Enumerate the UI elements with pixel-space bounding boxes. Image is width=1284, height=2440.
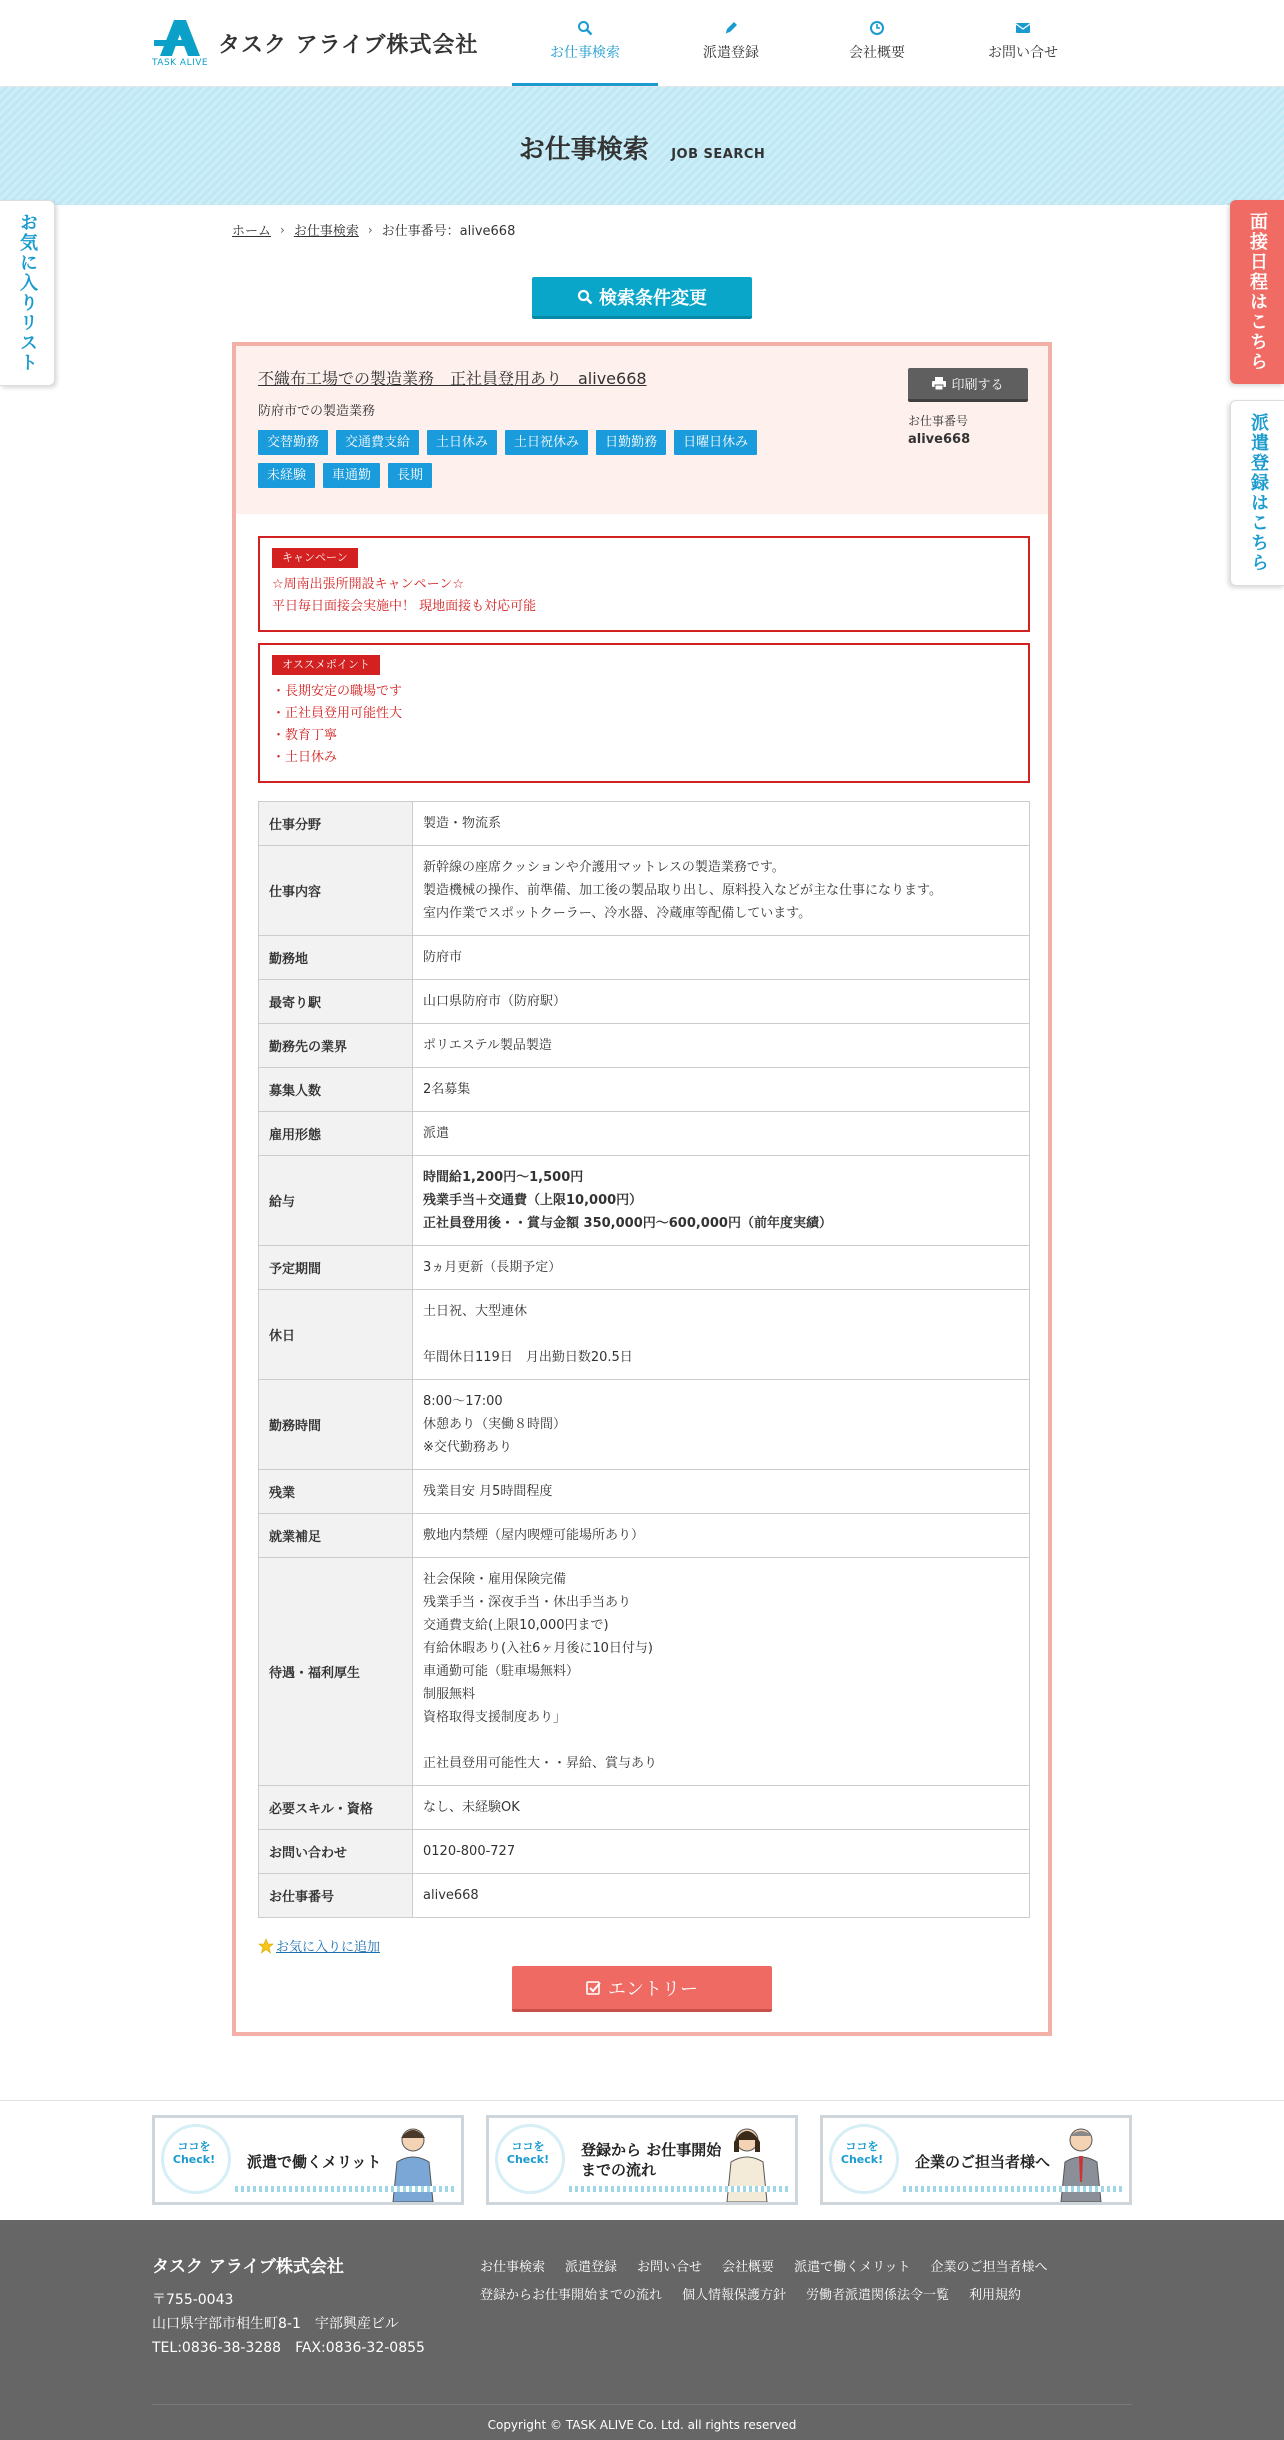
detail-row xyxy=(259,1112,1030,1156)
chevron-right-icon: › xyxy=(280,222,285,237)
detail-value xyxy=(413,1470,1030,1514)
detail-value xyxy=(413,980,1030,1024)
detail-row xyxy=(259,846,1030,936)
job-tag: 土日休み xyxy=(427,430,497,455)
recommend-box xyxy=(258,643,1030,783)
interview-schedule-label: 面接日程はこちら xyxy=(1247,212,1268,372)
detail-row xyxy=(259,1156,1030,1246)
nav-label: 会社概要 xyxy=(849,45,905,61)
detail-value xyxy=(413,1024,1030,1068)
detail-value-line: 交通費支給(上限10,000円まで) xyxy=(423,1618,609,1633)
detail-value-line: 年間休日119日 月出勤日数20.5日 xyxy=(423,1350,633,1365)
favorites-list-label: お気に入りリスト xyxy=(17,213,38,373)
entry-button[interactable] xyxy=(512,1966,772,2012)
logo-mark-icon xyxy=(152,18,210,68)
search-icon xyxy=(577,289,593,305)
promo-stripe xyxy=(903,2186,1123,2192)
page-subtitle: JOB SEARCH xyxy=(671,147,766,162)
job-card-header xyxy=(236,346,1048,514)
pencil-icon xyxy=(723,20,739,36)
detail-label: 雇用形態 xyxy=(259,1112,413,1156)
change-search-label: 検索条件変更 xyxy=(599,287,707,309)
add-favorite-link[interactable] xyxy=(258,1936,380,1955)
copyright: Copyright © TASK ALIVE Co. Ltd. all rights reserved xyxy=(487,2418,797,2432)
detail-label: お仕事番号 xyxy=(259,1874,413,1918)
detail-value xyxy=(413,1380,1030,1470)
logo-sub: TASK ALIVE xyxy=(152,58,209,68)
check-square-icon xyxy=(586,1980,602,1996)
detail-row xyxy=(259,1558,1030,1786)
detail-value-line: なし、未経験OK xyxy=(423,1800,520,1815)
nav-registration[interactable] xyxy=(658,0,804,86)
detail-label: 募集人数 xyxy=(259,1068,413,1112)
promo-check-label: ココを Check! xyxy=(506,2140,550,2166)
promo-stripe xyxy=(235,2186,455,2192)
detail-value-line: 制服無料 xyxy=(423,1687,476,1702)
footer-address-line: 〒755-0043 xyxy=(152,2292,234,2308)
detail-row xyxy=(259,1786,1030,1830)
logo-name: タスク アライブ株式会社 xyxy=(218,32,479,58)
detail-value-line: 8:00～17:00 xyxy=(423,1394,503,1409)
nav-company[interactable] xyxy=(804,0,950,86)
detail-value-line: 防府市 xyxy=(423,950,463,965)
job-tag: 交通費支給 xyxy=(336,430,419,455)
promo-title: 派遣で働くメリット xyxy=(247,2153,382,2171)
detail-label: 勤務時間 xyxy=(259,1380,413,1470)
job-tag: 交替勤務 xyxy=(258,430,328,455)
breadcrumb-home[interactable]: ホーム xyxy=(232,224,272,239)
printer-icon xyxy=(932,377,946,390)
detail-value-line: 0120-800-727 xyxy=(423,1844,516,1859)
recommend-line: ・正社員登用可能性大 xyxy=(272,706,403,721)
footer-link[interactable]: 派遣で働くメリット xyxy=(794,2260,911,2275)
footer-link[interactable]: 個人情報保護方針 xyxy=(682,2288,787,2303)
detail-value-line: 社会保険・雇用保険完備 xyxy=(423,1572,567,1587)
nav-label: 派遣登録 xyxy=(703,45,759,61)
detail-row xyxy=(259,1830,1030,1874)
detail-row xyxy=(259,980,1030,1024)
footer-address-line: 山口県宇部市相生町8-1 宇部興産ビル xyxy=(152,2316,399,2332)
print-button[interactable] xyxy=(908,368,1028,402)
recommend-label: オススメポイント xyxy=(272,655,380,675)
detail-value xyxy=(413,846,1030,936)
promo-check-label: ココを Check! xyxy=(840,2140,884,2166)
recommend-line: ・土日休み xyxy=(272,750,338,765)
footer-link[interactable]: 登録からお仕事開始までの流れ xyxy=(480,2288,663,2303)
campaign-label: キャンペーン xyxy=(272,548,358,568)
detail-value-line: 製造機械の操作、前準備、加工後の製品取り出し、原料投入などが主な仕事になります。 xyxy=(423,883,942,898)
envelope-icon xyxy=(1015,20,1031,36)
detail-label: 仕事分野 xyxy=(259,802,413,846)
footer-link[interactable]: 会社概要 xyxy=(722,2260,775,2275)
detail-value-line: 有給休暇あり(入社6ヶ月後に10日付与) xyxy=(423,1641,653,1656)
detail-value-line: 製造・物流系 xyxy=(423,816,502,831)
detail-row xyxy=(259,1874,1030,1918)
detail-value-line: 正社員登用可能性大・・昇給、賞与あり xyxy=(423,1756,658,1771)
detail-row xyxy=(259,1024,1030,1068)
nav-job-search[interactable] xyxy=(512,0,658,86)
breadcrumb-current: お仕事番号：alive668 xyxy=(381,224,516,239)
favorites-list-tab[interactable] xyxy=(0,200,55,386)
job-detail-table xyxy=(258,801,1030,1918)
detail-value xyxy=(413,1112,1030,1156)
promo-merit[interactable] xyxy=(152,2115,464,2205)
detail-value-line: 休憩あり（実働８時間） xyxy=(423,1417,567,1432)
detail-value-line: 2名募集 xyxy=(423,1082,471,1097)
detail-value xyxy=(413,1246,1030,1290)
nav-contact[interactable] xyxy=(950,0,1096,86)
job-tag: 土日祝休み xyxy=(505,430,588,455)
job-title[interactable]: 不織布工場での製造業務 正社員登用あり alive668 xyxy=(258,369,647,388)
detail-value-line: 時間給1,200円～1,500円 xyxy=(423,1170,584,1185)
clock-icon xyxy=(869,20,885,36)
detail-value-line xyxy=(423,1323,1019,1346)
footer-link[interactable]: 派遣登録 xyxy=(565,2260,618,2275)
detail-value-line: 3ヵ月更新（長期予定） xyxy=(423,1260,562,1275)
detail-row xyxy=(259,936,1030,980)
detail-value-line: 派遣 xyxy=(423,1126,450,1141)
promo-stripe xyxy=(569,2186,789,2192)
recommend-line: ・教育丁寧 xyxy=(272,728,338,743)
interview-schedule-tab[interactable] xyxy=(1230,200,1284,384)
detail-label: 残業 xyxy=(259,1470,413,1514)
site-header xyxy=(0,0,1284,87)
dispatch-register-tab[interactable] xyxy=(1230,400,1284,586)
detail-label: 仕事内容 xyxy=(259,846,413,936)
job-tags xyxy=(258,430,818,488)
star-icon xyxy=(258,1938,274,1954)
entry-label: エントリー xyxy=(608,1978,698,2000)
detail-value-line: ポリエステル製品製造 xyxy=(423,1038,552,1053)
footer-link[interactable]: お問い合せ xyxy=(637,2260,703,2275)
job-tag: 車通勤 xyxy=(323,463,380,488)
detail-value xyxy=(413,1290,1030,1380)
detail-value-line xyxy=(423,1729,1019,1752)
detail-row xyxy=(259,1068,1030,1112)
job-card xyxy=(232,342,1052,2036)
job-number-label: お仕事番号 xyxy=(908,414,969,428)
detail-value-line: alive668 xyxy=(423,1888,479,1903)
detail-row xyxy=(259,1380,1030,1470)
detail-label: 就業補足 xyxy=(259,1514,413,1558)
detail-row xyxy=(259,1290,1030,1380)
main-nav xyxy=(512,0,1096,86)
footer-links xyxy=(480,2254,1100,2310)
promo-flow[interactable] xyxy=(486,2115,798,2205)
job-tag: 未経験 xyxy=(258,463,315,488)
detail-value-line: 残業目安 月5時間程度 xyxy=(423,1484,553,1499)
detail-value xyxy=(413,1514,1030,1558)
search-icon xyxy=(577,20,593,36)
job-tag: 日曜日休み xyxy=(674,430,757,455)
page-title: お仕事検索 xyxy=(518,135,649,165)
detail-label: 休日 xyxy=(259,1290,413,1380)
detail-label: 待遇・福利厚生 xyxy=(259,1558,413,1786)
detail-value-line: 正社員登用後・・賞与金額 350,000円～600,000円（前年度実績） xyxy=(423,1216,832,1231)
detail-value-line: 残業手当・深夜手当・休出手当あり xyxy=(423,1595,632,1610)
campaign-line: ☆周南出張所開設キャンペーン☆ xyxy=(272,577,465,592)
detail-row xyxy=(259,802,1030,846)
detail-value-line: 新幹線の座席クッションや介護用マットレスの製造業務です。 xyxy=(423,860,785,875)
detail-value xyxy=(413,1786,1030,1830)
campaign-box xyxy=(258,536,1030,632)
detail-value-line: 車通勤可能（駐車場無料） xyxy=(423,1664,580,1679)
detail-value-line: 室内作業でスポットクーラー、冷水器、冷蔵庫等配備しています。 xyxy=(423,906,812,921)
footer-link[interactable]: 利用規約 xyxy=(969,2288,1022,2303)
detail-value-line: 土日祝、大型連休 xyxy=(423,1304,528,1319)
promo-title: 企業のご担当者様へ xyxy=(915,2153,1051,2171)
add-favorite-label: お気に入りに追加 xyxy=(276,1940,381,1955)
breadcrumb xyxy=(232,220,515,239)
job-subtitle: 防府市での製造業務 xyxy=(258,404,376,419)
detail-value-line: 資格取得支援制度あり」 xyxy=(423,1710,567,1725)
footer-address-line: TEL:0836-38-3288 FAX:0836-32-0855 xyxy=(152,2340,425,2356)
dispatch-register-label: 派遣登録はこちら xyxy=(1248,413,1269,573)
job-tag: 長期 xyxy=(388,463,432,488)
breadcrumb-search[interactable]: お仕事検索 xyxy=(293,224,359,239)
recommend-line: ・長期安定の職場です xyxy=(272,684,403,699)
detail-value-line: 山口県防府市（防府駅） xyxy=(423,994,567,1009)
nav-label: お仕事検索 xyxy=(550,45,620,61)
promo-check-label: ココを Check! xyxy=(172,2140,216,2166)
detail-value xyxy=(413,1558,1030,1786)
detail-label: 予定期間 xyxy=(259,1246,413,1290)
detail-row xyxy=(259,1246,1030,1290)
footer-address xyxy=(152,2288,425,2360)
campaign-line: 平日毎日面接会実施中！ 現地面接も対応可能 xyxy=(272,599,537,614)
footer-company: タスク アライブ株式会社 xyxy=(152,2257,344,2277)
job-number-value: alive668 xyxy=(908,432,971,447)
job-tag: 日勤勤務 xyxy=(596,430,666,455)
promo-strip xyxy=(0,2100,1284,2221)
footer-link[interactable]: お仕事検索 xyxy=(480,2260,546,2275)
detail-value-line: 残業手当＋交通費（上限10,000円） xyxy=(423,1193,643,1208)
chevron-right-icon: › xyxy=(367,222,373,237)
detail-label: お問い合わせ xyxy=(259,1830,413,1874)
detail-value-line: 敷地内禁煙（屋内喫煙可能場所あり） xyxy=(423,1528,645,1543)
detail-label: 必要スキル・資格 xyxy=(259,1786,413,1830)
detail-value xyxy=(413,1156,1030,1246)
detail-value xyxy=(413,1830,1030,1874)
site-footer xyxy=(0,2220,1284,2440)
promo-title: 登録から お仕事開始までの流れ xyxy=(581,2141,722,2179)
footer-link[interactable]: 企業のご担当者様へ xyxy=(930,2260,1048,2275)
logo[interactable] xyxy=(152,18,478,68)
detail-value xyxy=(413,802,1030,846)
detail-label: 最寄り駅 xyxy=(259,980,413,1024)
detail-value xyxy=(413,1068,1030,1112)
footer-divider xyxy=(152,2404,1132,2405)
promo-business[interactable] xyxy=(820,2115,1132,2205)
detail-label: 勤務先の業界 xyxy=(259,1024,413,1068)
change-search-button[interactable] xyxy=(532,277,752,319)
page-banner xyxy=(0,87,1284,205)
nav-label: お問い合せ xyxy=(988,45,1058,61)
detail-value-line: ※交代勤務あり xyxy=(423,1440,512,1455)
detail-value xyxy=(413,1874,1030,1918)
detail-value xyxy=(413,936,1030,980)
detail-label: 勤務地 xyxy=(259,936,413,980)
print-label: 印刷する xyxy=(951,378,1004,393)
detail-row xyxy=(259,1470,1030,1514)
detail-label: 給与 xyxy=(259,1156,413,1246)
footer-link[interactable]: 労働者派遣関係法令一覧 xyxy=(806,2288,950,2303)
detail-row xyxy=(259,1514,1030,1558)
